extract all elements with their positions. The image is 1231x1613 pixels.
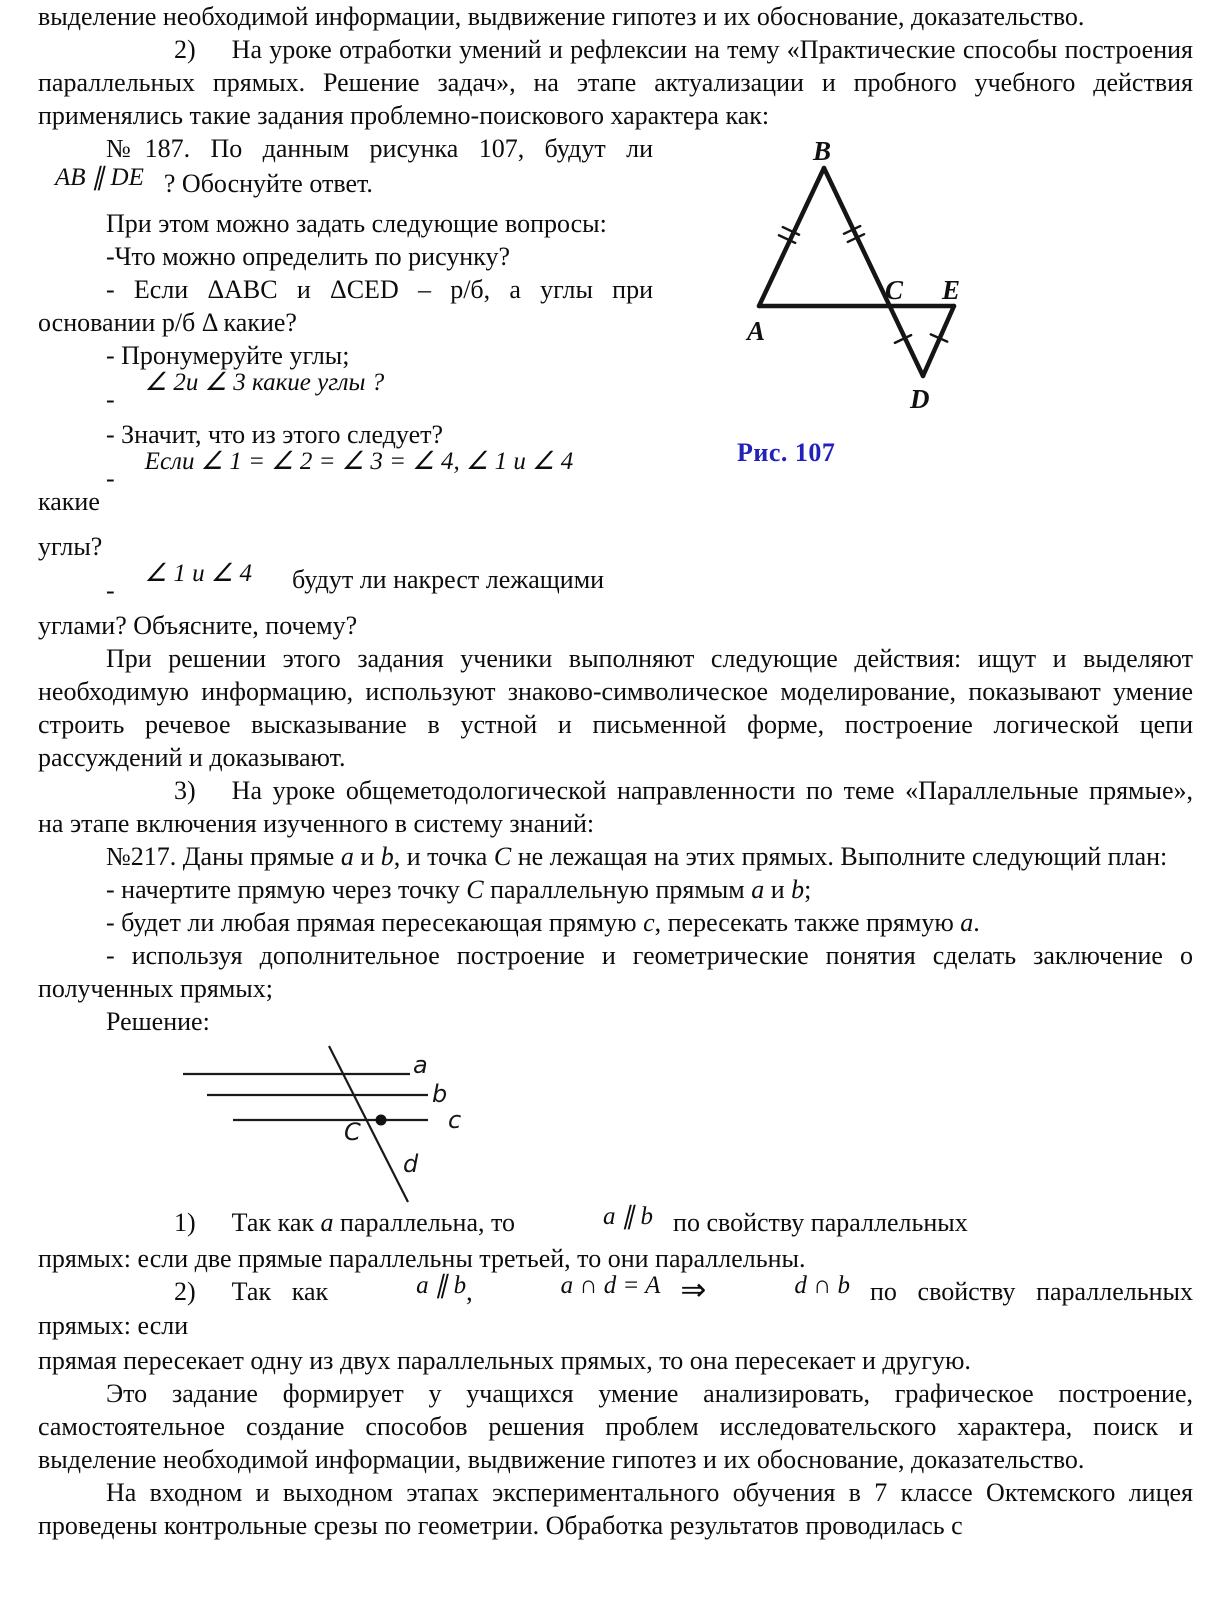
point-label-C: C [344,1118,361,1146]
formula-a-parallel-b: a ∥ b [603,1203,654,1230]
vertex-label-A: A [747,316,766,346]
solution-step-1 [38,1203,1193,1240]
segment-BD [824,168,923,376]
comma: , [466,1277,473,1306]
paragraph-lesson3 [38,774,1193,840]
paragraph-actions: При решении этого задания ученики выполняют следующие действия: ищут и выделяют необходимую информацию, используют знаково-символическое моделирование, показывают умение строить речевое высказывание в устной и письменной форме, построение логической цепи рассуждений и доказывают. [38,644,1193,772]
formula-d-intersect-b: d ∩ b [794,1272,850,1299]
paragraph-lesson2 [38,33,1193,132]
solution-label: Решение: [106,1007,210,1036]
tick-marks [779,226,947,343]
task217-intro: №217. Даны прямые a и b, и точка C не лежащая на этих прямых. Выполните следующий план: [106,842,1168,871]
question-7-wrap: углами? Объясните, почему? [38,611,358,640]
question-7-tail: будут ли накрест лежащими [292,565,605,594]
line-label-a: a [413,1051,428,1079]
question-6-wrap: углы? [38,532,103,561]
question-1: -Что можно определить по рисунку? [106,242,510,271]
line-label-d: d [403,1150,419,1178]
task217-bullet-1: - начертите прямую через точку C параллельную прямым a и b; [106,875,812,904]
line-label-b: b [432,1080,448,1108]
step-2-pre: Так как [231,1277,329,1306]
task187-line1: №187. По данным рисунка 107, будут ли [106,134,653,163]
vertex-label-D: D [910,384,930,414]
step-1-pre: Так как a параллельна, то [231,1208,516,1237]
vertex-label-B: B [813,136,832,166]
triangle-lines [759,168,954,376]
formula-angles-2-3: ∠ 2и ∠ 3 какие углы ? [144,369,385,396]
question-7 [38,560,1193,605]
questions-intro: При этом можно задать следующие вопросы: [106,209,607,238]
list-number-2: 2) [174,35,196,64]
question-6-tail: какие [38,487,100,516]
formula-a-intersect-d: a ∩ d = A [560,1272,661,1299]
line-d [329,1046,408,1202]
question-2: - Если ΔАВС и ΔCED – р/б, а углы при основании р/б Δ какие? [38,275,653,337]
bullet-dash: - [106,464,115,493]
parallel-lines-drawing [145,1042,485,1204]
figure-107 [653,134,1193,469]
step-2-post: по свойству параллельных прямых: если [38,1277,1193,1340]
list-number-3: 3) [174,776,196,805]
bullet-dash: - [106,576,115,605]
figure-caption: Рис. 107 [737,438,836,467]
step-number-2: 2) [174,1277,196,1306]
triangle-figure [701,134,991,434]
paragraph-continuation: выделение необходимой информации, выдвижение гипотез и их обоснование, доказательство. [38,2,1085,31]
bullet-dash: - [106,385,115,414]
formula-ab-parallel-de: AB ∥ DE [55,164,144,191]
step-number-1: 1) [174,1208,196,1237]
segment-ED [923,306,954,376]
formula-angles-equal: Если ∠ 1 = ∠ 2 = ∠ 3 = ∠ 4, ∠ 1 и ∠ 4 [144,448,574,475]
task217-bullet-2: - будет ли любая прямая пересекающая прямую c, пересекать также прямую a. [106,908,980,937]
solution-step-2 [38,1272,1193,1342]
line-label-c: c [448,1106,462,1134]
paragraph-lesson3-text: На уроке общеметодологической направленности по теме «Параллельные прямые», на этапе включения изученного в систему знаний: [38,776,1193,838]
task217-bullet-3: - используя дополнительное построение и геометрические понятия сделать заключение о полученных прямых; [38,941,1193,1003]
vertex-label-C: C [885,275,904,305]
step-1-post: по свойству параллельных [673,1208,968,1237]
solution-step-1-line2: прямых: если две прямые параллельны третьей, то они параллельны. [38,1244,806,1273]
formula-angles-1-4: ∠ 1 и ∠ 4 [144,560,252,587]
drawing-lines [183,1046,428,1202]
formula-a-parallel-b-2: a ∥ b [416,1272,467,1299]
point-on-line-c [376,1115,387,1126]
paragraph-final: На входном и выходном этапах экспериментального обучения в 7 классе Октемского лицея проведены контрольные срезы по геометрии. Обработка результатов проводилась с [38,1478,1193,1540]
task187-line2-text: ? Обоснуйте ответ. [163,169,373,198]
vertex-label-E: E [942,275,961,305]
segment-AB [759,168,824,306]
paragraph-lesson2-text: На уроке отработки умений и рефлексии на тему «Практические способы построения параллельных прямых. Решение задач», на этапе актуализации и пробного учебного действия применялись такие задания проблемно-поискового характера как: [38,35,1193,130]
question-3: - Пронумеруйте углы; [106,341,350,370]
paragraph-forms: Это задание формирует у учащихся умение анализировать, графическое построение, самостоятельное создание способов решения проблем исследовательского характера, поиск и выделение необходимой информации, выдвижение гипотез и их обоснование, доказательство. [38,1379,1193,1474]
question-5: - Значит, что из этого следует? [106,420,444,449]
solution-step-2-line2: прямая пересекает одну из двух параллельных прямых, то она пересекает и другую. [38,1346,971,1375]
implies-arrow: ⇒ [680,1272,707,1307]
